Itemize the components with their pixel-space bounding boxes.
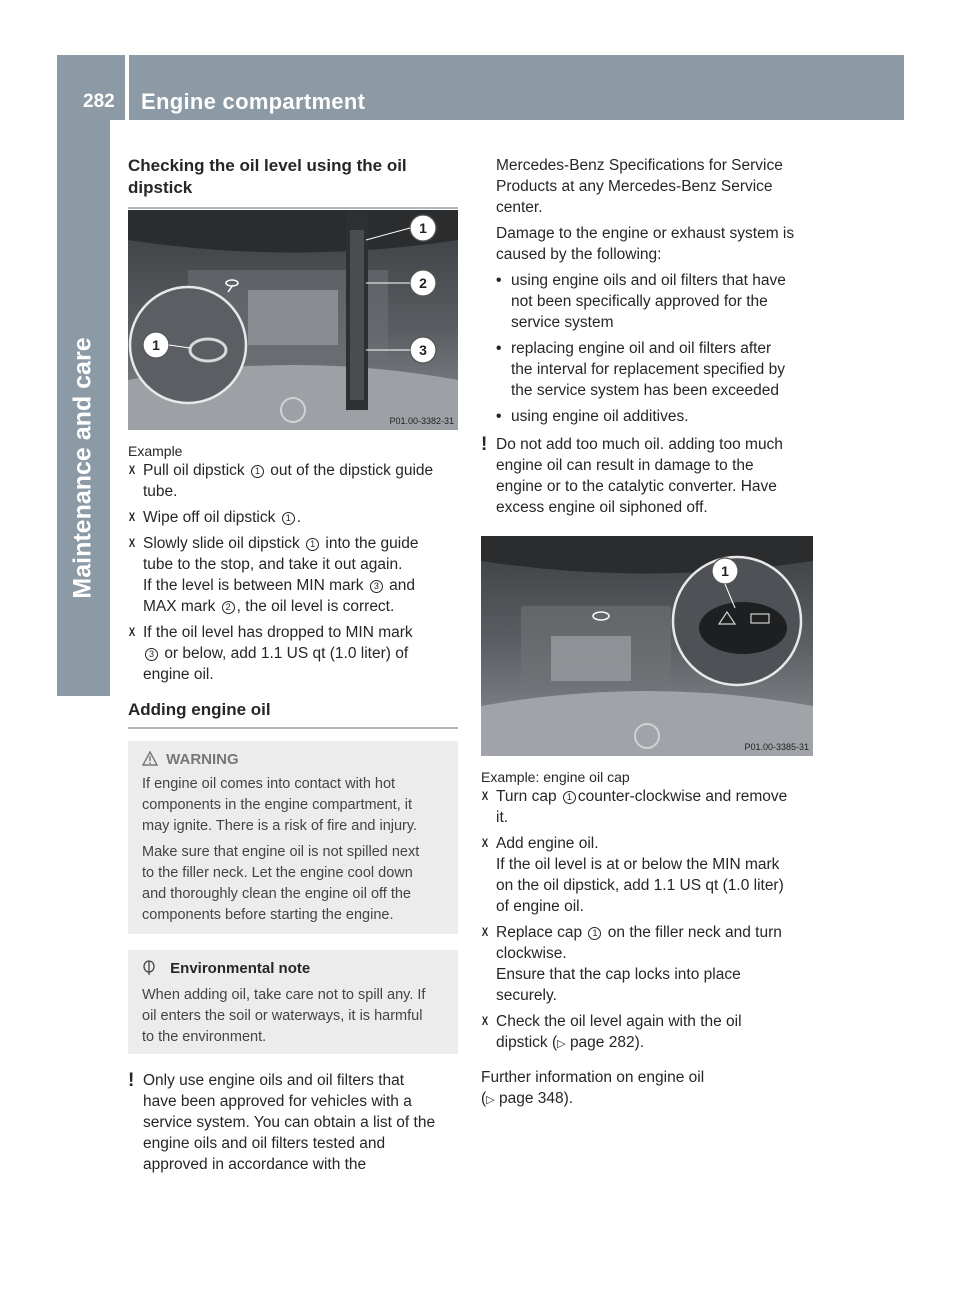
caption-oil-cap: Example: engine oil cap [481, 769, 630, 785]
step-pull-dipstick: X Pull oil dipstick 1 out of the dipstick guide tube. [128, 462, 434, 500]
right-column [481, 155, 813, 1107]
dipstick-photo [128, 210, 458, 430]
page-number: 282 [83, 91, 115, 112]
environment-note-box [128, 950, 458, 1054]
page-title: Engine compartment [141, 89, 366, 114]
step-wipe-dipstick: X Wipe off oil dipstick 1 . [128, 509, 302, 526]
warning-text-1: If engine oil comes into contact with hot components in the engine compartment, it may ignite. There is a risk of fire and injury. [142, 776, 418, 834]
notice-icon: ! [481, 434, 488, 455]
notice-too-much-oil: ! Do not add too much oil. adding too much engine oil can result in damage to the engine or to the catalytic converter. Have excess engine oil siphoned off. [481, 434, 783, 516]
caption-example: Example [128, 443, 183, 459]
page-ref-arrow-icon: ▷ [486, 1094, 495, 1106]
callout-1-inset: 1 [152, 337, 160, 353]
oil-cap-photo [481, 536, 813, 756]
section-heading-checking: Checking the oil level using the oil dipstick [128, 156, 407, 197]
environment-note-title: Environmental note [142, 958, 444, 979]
continued-text: Mercedes-Benz Specifications for Service Products at any Mercedes-Benz Service center. [496, 157, 783, 216]
left-column [128, 155, 458, 1173]
warning-text-2: Make sure that engine oil is not spilled next to the filler neck. Let the engine cool down and thoroughly clean the engine oil off the components before starting the engine. [142, 844, 420, 923]
notice-approved-oils: ! Only use engine oils and oil filters that have been approved for vehicles with a service system. You can obtain a list of the engine oils and oil filters tested and approved in accordance with the [128, 1070, 436, 1173]
callout-1: 1 [721, 563, 729, 579]
image-code: P01.00-3382-31 [389, 416, 454, 426]
step-add-oil: X If the oil level has dropped to MIN mark 3 or below, add 1.1 US qt (1.0 liter) of engine oil. [128, 624, 413, 683]
warning-title: WARNING [142, 749, 444, 770]
page-ref-arrow-icon: ▷ [557, 1038, 566, 1050]
image-code: P01.00-3385-31 [744, 742, 809, 752]
damage-text: Damage to the engine or exhaust system is caused by the following: [496, 225, 795, 263]
environment-note-text: When adding oil, take care not to spill any. If oil enters the soil or waterways, it is harmful to the environment. [142, 987, 426, 1045]
bullet-item: • using engine oils and oil filters that have not been specifically approved for the service system [496, 272, 786, 331]
bullet-item: • using engine oil additives. [496, 408, 689, 425]
side-tab-label: Maintenance and care [68, 337, 97, 599]
section-heading-adding: Adding engine oil [128, 700, 271, 719]
further-info: Further information on engine oil (▷ page 348). [481, 1069, 705, 1107]
leaf-icon [142, 960, 156, 976]
callout-1: 1 [419, 220, 427, 236]
step-add-engine-oil: X Add engine oil. If the oil level is at or below the MIN mark on the oil dipstick, add 1.1 US qt (1.0 liter) of engine oil. [481, 835, 784, 915]
bullet-item: • replacing engine oil and oil filters after the interval for replacement specified by the service system has been exceeded [496, 340, 785, 399]
step-check-level: X Check the oil level again with the oil dipstick (▷ page 282). [481, 1013, 742, 1051]
notice-icon: ! [128, 1070, 135, 1091]
header-separator [125, 55, 129, 120]
page-ref-link[interactable]: page 348). [498, 1090, 574, 1107]
page-ref-link[interactable]: page 282). [569, 1034, 645, 1051]
callout-3: 3 [419, 342, 427, 358]
callout-2: 2 [419, 275, 427, 291]
warning-box [128, 741, 458, 934]
heading-rule-2 [128, 727, 458, 729]
step-slide-dipstick: X Slowly slide oil dipstick 1 into the guide tube to the stop, and take it out again. If the level is between MIN mark 3 and MAX mark 2 , the oil level is correct. [128, 535, 419, 615]
warning-icon [142, 751, 158, 766]
heading-rule [128, 207, 458, 209]
step-turn-cap: X Turn cap 1 counter-clockwise and remove it. [481, 788, 788, 826]
step-replace-cap: X Replace cap 1 on the filler neck and turn clockwise. Ensure that the cap locks into place securely. [481, 924, 782, 1004]
